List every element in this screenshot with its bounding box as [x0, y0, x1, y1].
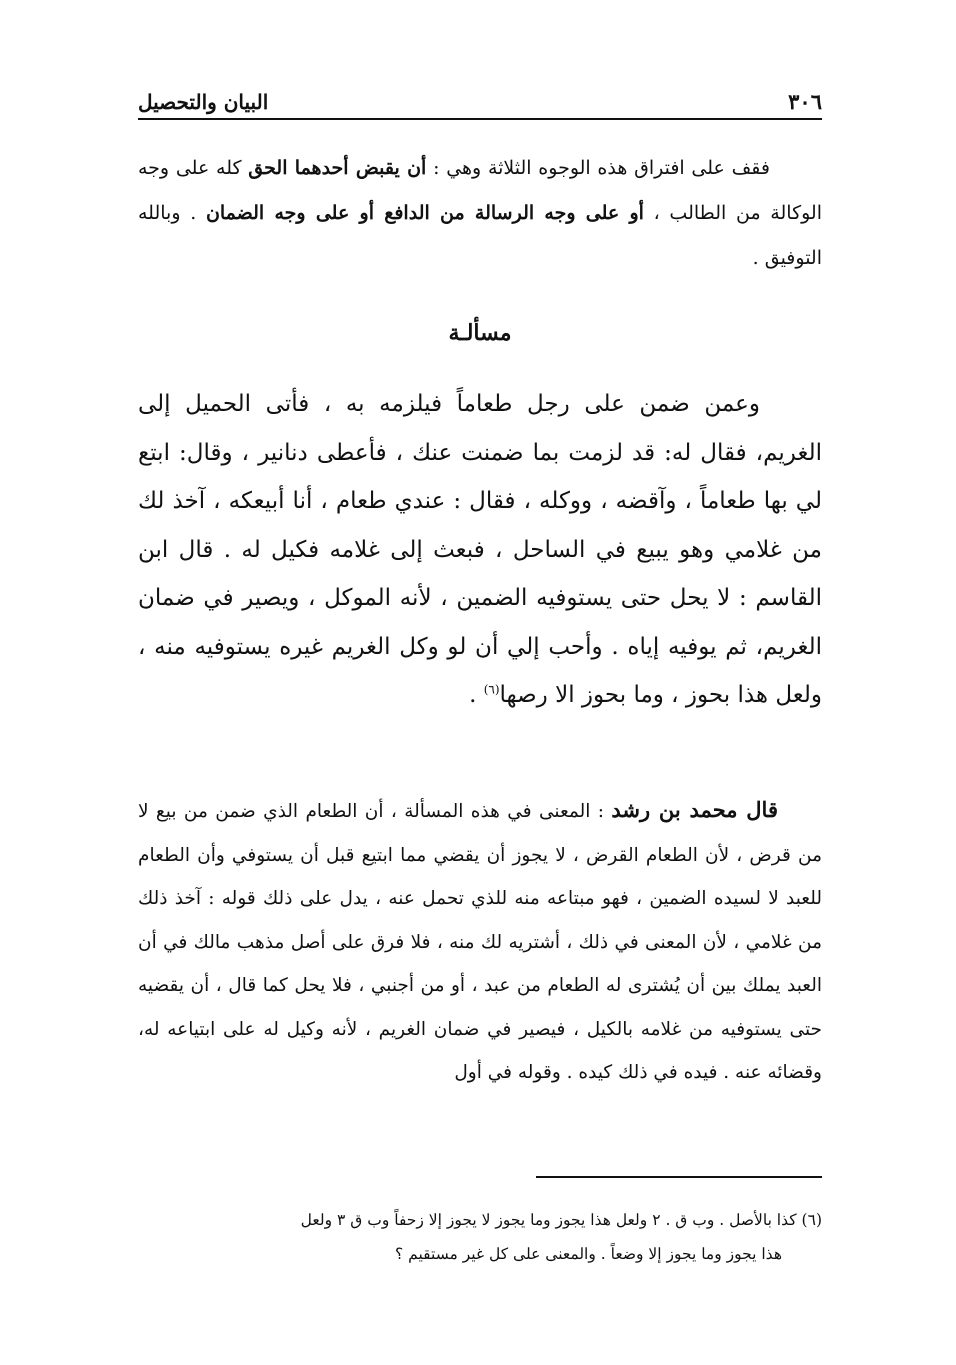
footnote	[138, 1203, 822, 1271]
page-header	[138, 78, 822, 120]
speaker-name: قال محمد بن رشد	[611, 797, 778, 822]
footnote-separator	[536, 1176, 822, 1178]
footnote-line-1: (٦) كذا بالأصل . وب ق . ٢ ولعل هذا يجوز وما يجوز لا يجوز إلا زحفاً وب ق ٣ ولعل	[300, 1211, 822, 1229]
paragraph-2-text: وعمن ضمن على رجل طعاماً فيلزمه به ، فأتى الحميل إلى الغريم، فقال له: قد لزمت بما ضمنت عنك ، فأعطى دنانير ، وقال: ابتع لي بها طعاماً ، وآقضه ، ووكله ، فقال : عندي طعام ، أنا أبيعكه ، آخذ لك من غلامي وهو يبيع في الساحل ، فبعث إلى غلامه فكيل له . قال ابن القاسم : لا يحل حتى يستوفيه الضمين ، لأنه الموكل ، ويصير في ضمان الغريم، ثم يوفيه إياه . وأحب إلي أن لو وكل الغريم غيره يستوفيه منه ، ولعل هذا بحوز ، وما بحوز الا رصها	[138, 391, 822, 708]
footnote-line-2: هذا يجوز وما يجوز إلا وضعاً . والمعنى على كل غير مستقيم ؟	[395, 1245, 782, 1263]
paragraph-2-end: .	[469, 682, 484, 708]
paragraph-3	[138, 788, 822, 1095]
paragraph-1-bold-2: أو على وجه الرسالة من الدافع أو على وجه الضمان	[205, 202, 644, 224]
paragraph-1-intro: فقف على افتراق هذه الوجوه الثلاثة وهي :	[433, 157, 770, 179]
paragraph-1-text-3: . وبالله التوفيق .	[138, 202, 822, 269]
section-title: مسألـة	[448, 320, 512, 346]
paragraph-1-bold-1: أن يقبض أحدهما الحق	[248, 157, 427, 179]
paragraph-1-text-2: كله على وجه الوكالة من الطالب ،	[138, 157, 822, 224]
page-number: ٣٠٦	[788, 89, 822, 114]
running-title: البيان والتحصيل	[138, 90, 269, 114]
footnote-ref[interactable]: (٦)	[483, 682, 500, 697]
paragraph-3-text: : المعنى في هذه المسألة ، أن الطعام الذي ضمن من بيع لا من قرض ، لأن الطعام القرض ، لا يجوز أن يقضي مما ابتيع قبل أن يستوفي وأن الطعام للعبد لا لسيده الضمين ، فهو مبتاعه منه للذي تحمل عنه ، يدل على ذلك قوله : آخذ ذلك من غلامي ، لأن المعنى في ذلك ، أشتريه لك منه ، فلا فرق على أصل مذهب مالك في أن العبد يملك بين أن يُشترى له الطعام من عبد ، أو من أجنبي ، فلا يحل كما قال ، أن يقضيه حتى يستوفيه من غلامه بالكيل ، فيصير في ضمان الغريم ، لأنه وكيل له على ابتياعه له، وقضائه عنه . فيده في ذلك كيده . وقوله في أول	[138, 801, 822, 1083]
paragraph-2	[138, 380, 822, 720]
paragraph-1	[138, 146, 822, 281]
